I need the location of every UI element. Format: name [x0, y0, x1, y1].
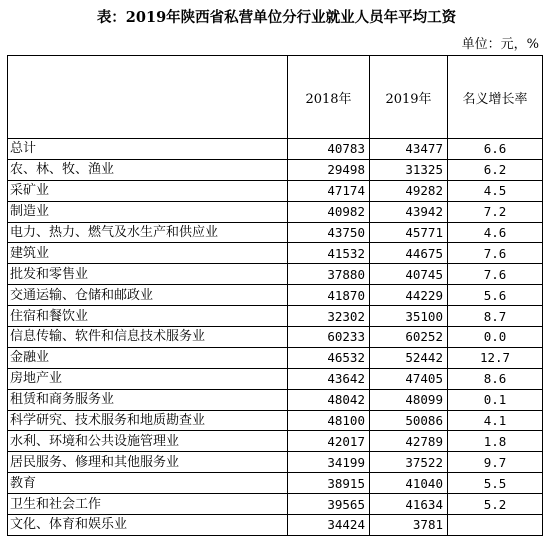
value-2018-cell: 38915 — [288, 473, 370, 494]
industry-cell: 租赁和商务服务业 — [8, 389, 288, 410]
table-row — [8, 201, 543, 222]
value-2018-cell: 37880 — [288, 264, 370, 285]
value-2019-cell: 3781 — [370, 515, 448, 536]
industry-cell: 住宿和餐饮业 — [8, 306, 288, 327]
industry-cell: 教育 — [8, 473, 288, 494]
value-2019-cell: 44229 — [370, 285, 448, 306]
value-2018-cell: 41532 — [288, 243, 370, 264]
value-2019-cell: 35100 — [370, 306, 448, 327]
growth-rate-cell: 4.5 — [448, 180, 543, 201]
header-2018: 2018年 — [288, 56, 370, 139]
industry-cell: 制造业 — [8, 201, 288, 222]
growth-rate-cell: 4.6 — [448, 222, 543, 243]
value-2019-cell: 42789 — [370, 431, 448, 452]
growth-rate-cell: 8.7 — [448, 306, 543, 327]
table-row — [8, 515, 543, 536]
growth-rate-cell: 0.0 — [448, 327, 543, 348]
unit-label: 单位：元，% — [461, 37, 539, 52]
industry-cell: 建筑业 — [8, 243, 288, 264]
table-row — [8, 222, 543, 243]
growth-rate-cell: 5.5 — [448, 473, 543, 494]
value-2019-cell: 40745 — [370, 264, 448, 285]
table-row — [8, 431, 543, 452]
value-2018-cell: 41870 — [288, 285, 370, 306]
growth-rate-cell: 5.6 — [448, 285, 543, 306]
value-2018-cell: 42017 — [288, 431, 370, 452]
value-2018-cell: 48100 — [288, 410, 370, 431]
value-2018-cell: 43750 — [288, 222, 370, 243]
table-row — [8, 285, 543, 306]
value-2018-cell: 32302 — [288, 306, 370, 327]
industry-cell: 居民服务、修理和其他服务业 — [8, 452, 288, 473]
industry-cell: 科学研究、技术服务和地质勘查业 — [8, 410, 288, 431]
value-2019-cell: 52442 — [370, 347, 448, 368]
industry-cell: 交通运输、仓储和邮政业 — [8, 285, 288, 306]
growth-rate-cell: 9.7 — [448, 452, 543, 473]
header-growth: 名义增长率 — [448, 56, 543, 139]
value-2018-cell: 40783 — [288, 139, 370, 160]
value-2018-cell: 34199 — [288, 452, 370, 473]
table-row — [8, 473, 543, 494]
value-2019-cell: 60252 — [370, 327, 448, 348]
growth-rate-cell: 6.2 — [448, 159, 543, 180]
value-2019-cell: 37522 — [370, 452, 448, 473]
growth-rate-cell — [448, 515, 543, 536]
value-2018-cell: 34424 — [288, 515, 370, 536]
industry-cell: 水利、环境和公共设施管理业 — [8, 431, 288, 452]
table-row — [8, 410, 543, 431]
table-header — [8, 56, 543, 139]
value-2018-cell: 43642 — [288, 368, 370, 389]
value-2019-cell: 45771 — [370, 222, 448, 243]
table-row — [8, 139, 543, 160]
table-row — [8, 389, 543, 410]
industry-cell: 批发和零售业 — [8, 264, 288, 285]
table-row — [8, 327, 543, 348]
table-row — [8, 368, 543, 389]
value-2019-cell: 41040 — [370, 473, 448, 494]
industry-cell: 采矿业 — [8, 180, 288, 201]
table-body — [8, 139, 543, 536]
growth-rate-cell: 5.2 — [448, 494, 543, 515]
growth-rate-cell: 1.8 — [448, 431, 543, 452]
value-2019-cell: 31325 — [370, 159, 448, 180]
table-row — [8, 347, 543, 368]
header-industry — [8, 56, 288, 139]
value-2018-cell: 29498 — [288, 159, 370, 180]
header-2019: 2019年 — [370, 56, 448, 139]
header-row — [8, 56, 543, 139]
table-row — [8, 494, 543, 515]
table-row — [8, 159, 543, 180]
industry-cell: 卫生和社会工作 — [8, 494, 288, 515]
value-2018-cell: 47174 — [288, 180, 370, 201]
value-2019-cell: 47405 — [370, 368, 448, 389]
table-row — [8, 243, 543, 264]
growth-rate-cell: 8.6 — [448, 368, 543, 389]
growth-rate-cell: 7.2 — [448, 201, 543, 222]
value-2019-cell: 41634 — [370, 494, 448, 515]
wage-table — [7, 55, 543, 536]
value-2018-cell: 46532 — [288, 347, 370, 368]
growth-rate-cell: 7.6 — [448, 264, 543, 285]
value-2018-cell: 48042 — [288, 389, 370, 410]
value-2019-cell: 49282 — [370, 180, 448, 201]
table-row — [8, 264, 543, 285]
table-row — [8, 180, 543, 201]
table-row — [8, 452, 543, 473]
industry-cell: 电力、热力、燃气及水生产和供应业 — [8, 222, 288, 243]
value-2019-cell: 43477 — [370, 139, 448, 160]
industry-cell: 信息传输、软件和信息技术服务业 — [8, 327, 288, 348]
table-row — [8, 306, 543, 327]
growth-rate-cell: 12.7 — [448, 347, 543, 368]
value-2019-cell: 44675 — [370, 243, 448, 264]
value-2018-cell: 40982 — [288, 201, 370, 222]
industry-cell: 农、林、牧、渔业 — [8, 159, 288, 180]
value-2019-cell: 50086 — [370, 410, 448, 431]
industry-cell: 文化、体育和娱乐业 — [8, 515, 288, 536]
growth-rate-cell: 7.6 — [448, 243, 543, 264]
growth-rate-cell: 6.6 — [448, 139, 543, 160]
value-2018-cell: 39565 — [288, 494, 370, 515]
industry-cell: 总计 — [8, 139, 288, 160]
industry-cell: 金融业 — [8, 347, 288, 368]
growth-rate-cell: 4.1 — [448, 410, 543, 431]
growth-rate-cell: 0.1 — [448, 389, 543, 410]
value-2019-cell: 43942 — [370, 201, 448, 222]
table-title: 表：2019年陕西省私营单位分行业就业人员年平均工资 — [96, 9, 457, 26]
value-2018-cell: 60233 — [288, 327, 370, 348]
value-2019-cell: 48099 — [370, 389, 448, 410]
industry-cell: 房地产业 — [8, 368, 288, 389]
